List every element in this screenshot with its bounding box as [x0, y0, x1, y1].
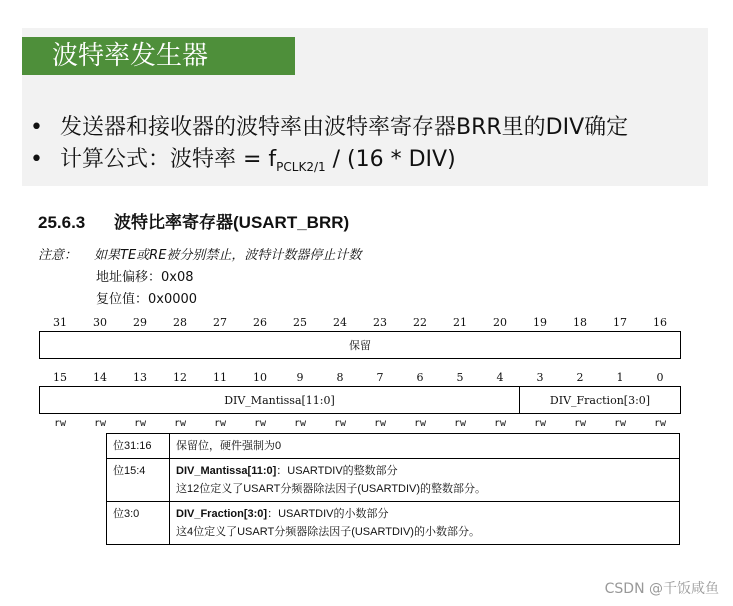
- bullet-text: 发送器和接收器的波特率由波特率寄存器BRR里的DIV确定: [60, 115, 629, 140]
- section-title: 波特比率寄存器(USART_BRR): [114, 213, 350, 232]
- lower-bit-numbers: [40, 371, 680, 384]
- div-mantissa-field: DIV_Mantissa[11:0]: [40, 387, 520, 413]
- bit-number: 11: [213, 371, 227, 384]
- bit-number: 21: [453, 316, 467, 329]
- note-text: 如果TE或RE被分别禁止，波特计数器停止计数: [94, 248, 362, 263]
- bit-description: [170, 502, 680, 545]
- bit-number: 3: [536, 371, 544, 384]
- bit-number: 13: [133, 371, 147, 384]
- access-type: rw: [293, 418, 307, 429]
- access-type: rw: [253, 418, 267, 429]
- bit-description: [170, 434, 680, 459]
- watermark: CSDN @千饭咸鱼: [604, 581, 719, 597]
- access-type: rw: [533, 418, 547, 429]
- bit-number: 0: [656, 371, 664, 384]
- description-text: ：USARTDIV的整数部分: [276, 465, 398, 477]
- bullet-item: [30, 144, 628, 176]
- description-text: 保留位，硬件强制为0: [176, 440, 282, 452]
- bit-number: 7: [376, 371, 384, 384]
- slide-bullets: [30, 112, 628, 176]
- access-type: rw: [53, 418, 67, 429]
- bullet-item: [30, 112, 628, 144]
- access-type: rw: [573, 418, 587, 429]
- bit-number: 24: [333, 316, 347, 329]
- bit-number: 12: [173, 371, 187, 384]
- bit-description: [170, 459, 680, 502]
- bit-number: 18: [573, 316, 587, 329]
- bullet-icon: •: [30, 115, 43, 140]
- access-type: rw: [453, 418, 467, 429]
- access-row: [40, 418, 680, 429]
- description-text: ：USARTDIV的小数部分: [267, 508, 389, 520]
- access-type: rw: [93, 418, 107, 429]
- bit-range: 位31:16: [107, 434, 170, 459]
- access-type: rw: [413, 418, 427, 429]
- formula-subscript: PCLK2/1: [276, 160, 326, 174]
- bit-number: 14: [93, 371, 107, 384]
- bit-number: 19: [533, 316, 547, 329]
- reset-value: 复位值：0x0000: [96, 292, 198, 307]
- bit-number: 2: [576, 371, 584, 384]
- bit-number: 28: [173, 316, 187, 329]
- field-name: DIV_Mantissa[11:0]: [176, 465, 277, 477]
- bit-number: 16: [653, 316, 667, 329]
- bit-number: 23: [373, 316, 387, 329]
- bullet-icon: •: [30, 147, 43, 172]
- access-type: rw: [613, 418, 627, 429]
- bit-number: 29: [133, 316, 147, 329]
- formula-text-end: / (16 * DIV): [325, 147, 456, 172]
- register-lower-row: [39, 386, 681, 414]
- bit-range: 位15:4: [107, 459, 170, 502]
- bit-number: 26: [253, 316, 267, 329]
- bit-number: 22: [413, 316, 427, 329]
- bit-description-table: [106, 433, 680, 545]
- description-detail: 这4位定义了USART分频器除法因子(USARTDIV)的小数部分。: [176, 526, 480, 538]
- section-number: 25.6.3: [38, 213, 86, 232]
- access-type: rw: [133, 418, 147, 429]
- table-row: [107, 459, 680, 502]
- access-type: rw: [373, 418, 387, 429]
- div-fraction-field: DIV_Fraction[3:0]: [549, 393, 651, 407]
- access-type: rw: [333, 418, 347, 429]
- table-row: [107, 502, 680, 545]
- field-name: DIV_Fraction[3:0]: [176, 508, 268, 520]
- bit-number: 25: [293, 316, 307, 329]
- bit-number: 6: [416, 371, 424, 384]
- bit-number: 17: [613, 316, 627, 329]
- slide-title: 波特率发生器: [22, 37, 295, 75]
- bit-number: 4: [496, 371, 504, 384]
- bit-number: 10: [253, 371, 267, 384]
- reserved-field: 保留: [349, 339, 371, 352]
- access-type: rw: [173, 418, 187, 429]
- bit-number: 1: [616, 371, 624, 384]
- bit-number: 15: [53, 371, 67, 384]
- formula-text: 计算公式：波特率 = f: [60, 147, 277, 172]
- bit-number: 20: [493, 316, 507, 329]
- access-type: rw: [493, 418, 507, 429]
- note-label: 注意：: [38, 248, 78, 263]
- bit-number: 31: [53, 316, 67, 329]
- bit-number: 30: [93, 316, 107, 329]
- bit-number: 8: [336, 371, 344, 384]
- note-line: [38, 244, 361, 263]
- bit-range: 位3:0: [107, 502, 170, 545]
- register-upper-row: [39, 331, 681, 359]
- section-heading: [38, 208, 349, 233]
- bit-number: 27: [213, 316, 227, 329]
- bit-number: 5: [456, 371, 464, 384]
- address-offset: 地址偏移：0x08: [96, 270, 194, 285]
- access-type: rw: [653, 418, 667, 429]
- table-row: [107, 434, 680, 459]
- upper-bit-numbers: [40, 316, 680, 329]
- bit-number: 9: [296, 371, 304, 384]
- access-type: rw: [213, 418, 227, 429]
- description-detail: 这12位定义了USART分频器除法因子(USARTDIV)的整数部分。: [176, 483, 487, 495]
